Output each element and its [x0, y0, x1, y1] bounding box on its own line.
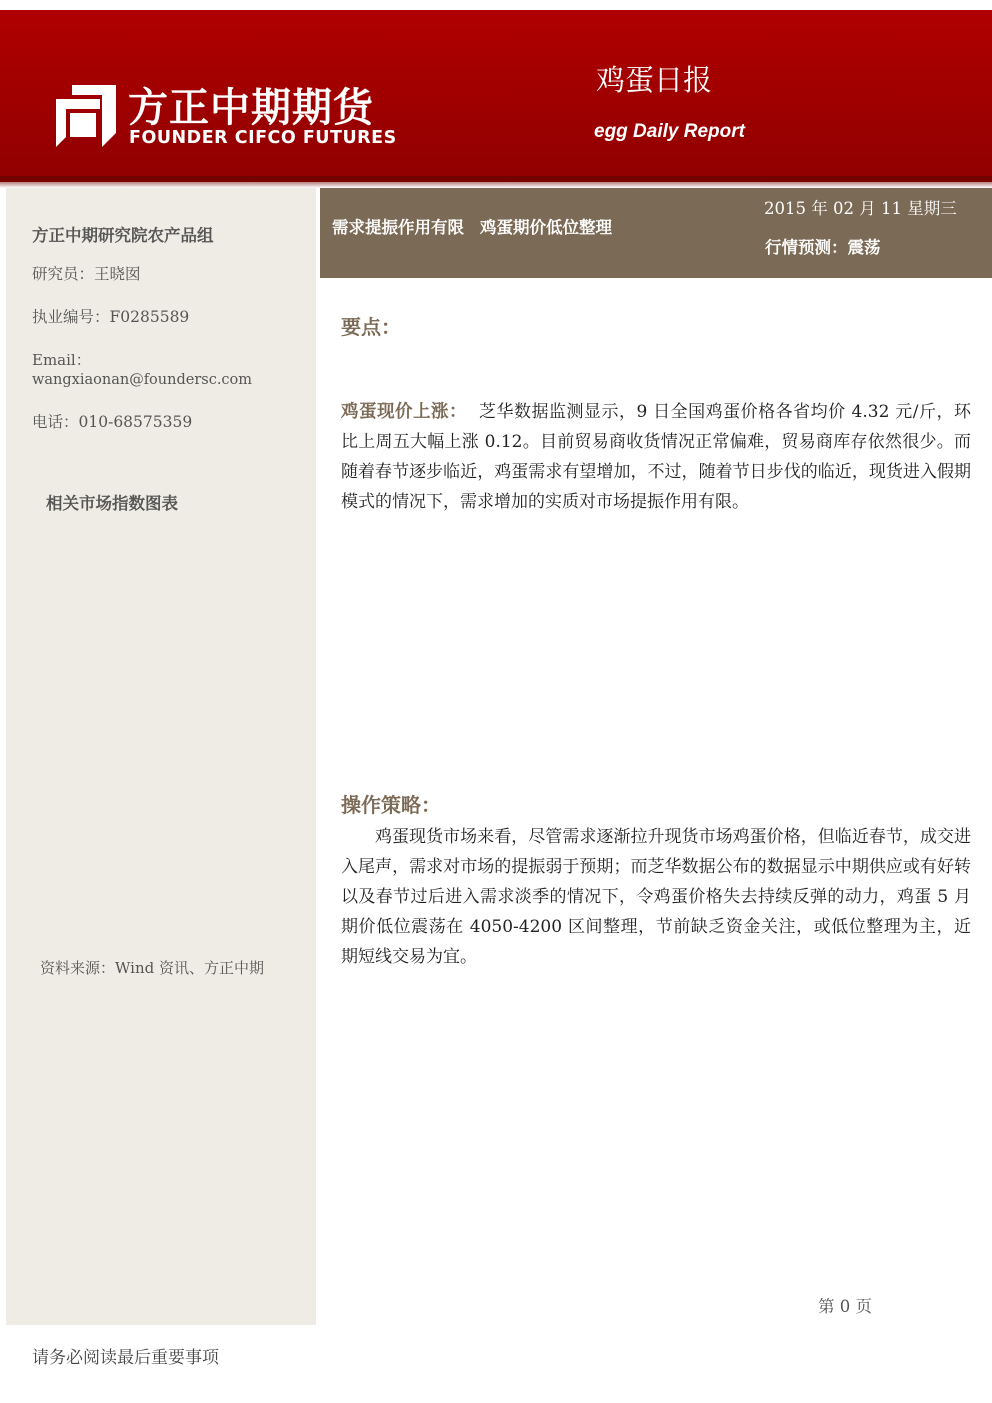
banner-shadow	[0, 176, 992, 188]
research-group: 方正中期研究院农产品组	[32, 226, 214, 245]
brand-name-cn: 方正中期期货	[128, 85, 374, 131]
market-forecast: 行情预测：震荡	[765, 238, 881, 257]
key-points-paragraph	[341, 397, 971, 517]
report-title-en: egg Daily Report	[594, 121, 745, 142]
license-number: 执业编号：F0285589	[32, 308, 190, 326]
key-points-text: 芝华数据监测显示，9 日全国鸡蛋价格各省均价 4.32 元/斤，环比上周五大幅上涨 0.12。目前贸易商收货情况正常偏难，贸易商库存依然很少。而随着春节逐步临近，鸡蛋需求有望增加，不过，随着节日步伐的临近，现货进入假期模式的情况下，需求增加的实质对市场提振作用有限。	[341, 402, 972, 512]
data-source: 资料来源：Wind 资讯、方正中期	[40, 959, 264, 977]
analyst-name: 研究员：王晓囡	[32, 265, 141, 283]
key-points-title: 要点：	[341, 315, 401, 339]
key-points-lead: 鸡蛋现价上涨：	[341, 402, 467, 422]
footer-note: 请务必阅读最后重要事项	[32, 1348, 219, 1368]
brand-name-en: FOUNDER CIFCO FUTURES	[129, 128, 397, 148]
email-address: wangxiaonan@foundersc.com	[32, 372, 253, 388]
headline	[332, 214, 628, 238]
sidebar	[6, 188, 316, 1325]
email-label: Email：	[32, 351, 91, 369]
report-title-cn: 鸡蛋日报	[596, 63, 713, 97]
headline-part-2: 鸡蛋期价低位整理	[480, 218, 612, 237]
report-date: 2015 年 02 月 11 星期三	[764, 199, 957, 218]
strategy-title: 操作策略：	[341, 793, 441, 817]
founder-logo-icon	[56, 85, 116, 147]
strategy-paragraph: 鸡蛋现货市场来看，尽管需求逐渐拉升现货市场鸡蛋价格，但临近春节，成交进入尾声，需求对市场的提振弱于预期；而芝华数据公布的数据显示中期供应或有好转以及春节过后进入需求淡季的情况下，令鸡蛋价格失去持续反弹的动力，鸡蛋 5 月期价低位震荡在 4050-4200 区间整理，节前缺乏资金关注，或低位整理为主，近期短线交易为宜。	[341, 827, 971, 967]
headline-bar	[320, 188, 992, 278]
phone-number: 电话：010-68575359	[32, 413, 193, 431]
related-charts-heading: 相关市场指数图表	[46, 494, 178, 513]
headline-part-1: 需求提振作用有限	[332, 218, 464, 237]
page-number: 第 0 页	[818, 1297, 872, 1316]
